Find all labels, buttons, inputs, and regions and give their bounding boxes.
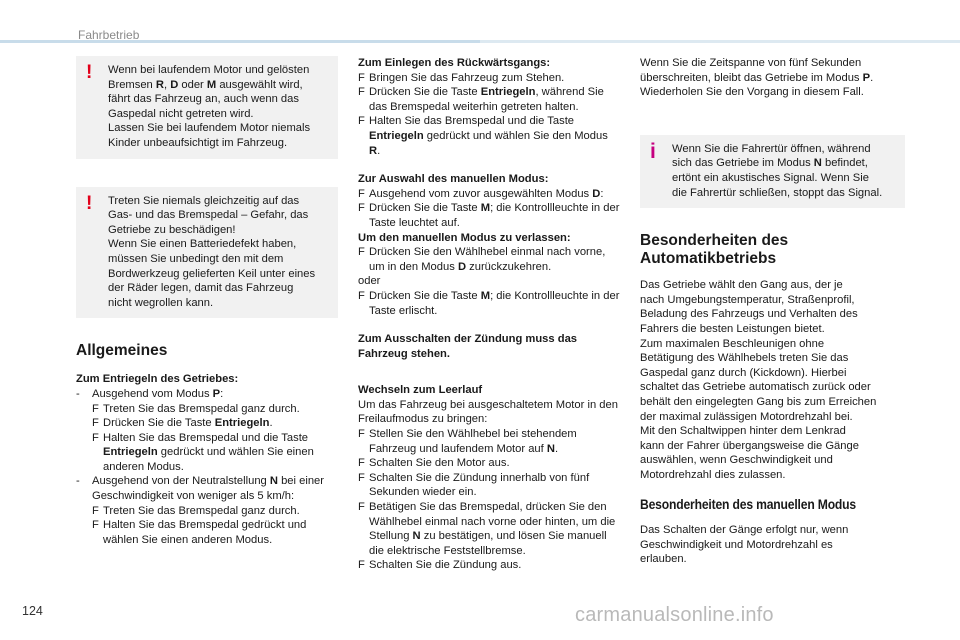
warning-box-1 [76,56,338,159]
column-1 [76,56,338,547]
heading-manueller-modus: Besonderheiten des manuellen Modus [640,497,856,513]
warning-icon: ! [86,192,93,214]
list-item: F Halten Sie das Bremspedal gedrückt und wählen Sie einen anderen Modus. [92,519,307,546]
ignition-title: Zum Ausschalten der Zündung muss das Fahrzeug stehen. [358,333,578,360]
warning-icon: ! [86,62,93,83]
unlock-title: Zum Entriegeln des Getriebes: [76,373,239,386]
warning-2-line: Gas- und das Bremspedal – Gefahr, das [108,209,309,222]
list-item: F Schalten Sie die Zündung innerhalb von fünf Sekunden wieder ein. [358,471,590,499]
info-icon: i [650,139,656,163]
list-item: F Halten Sie das Bremspedal und die Taste Entriegeln gedrückt und wählen Sie einen anderen Modus. [92,431,314,473]
or-text: oder [358,275,381,288]
dash-item: - Ausgehend vom Modus P: [76,387,224,400]
warning-1-line: Kinder unbeaufsichtigt im Fahrzeug. [108,136,288,149]
info-box [640,135,905,208]
list-item: F Treten Sie das Bremspedal ganz durch. [92,402,300,415]
header-rule-left [0,40,480,43]
warning-2-line: nicht wegrollen kann. [108,296,214,309]
column-2 [358,56,620,573]
warning-2-line: müssen Sie unbedingt den mit dem [108,252,284,265]
list-item: F Halten Sie das Bremspedal und die Taste Entriegeln gedrückt und wählen Sie den Modus R. [358,115,608,157]
list-item: F Treten Sie das Bremspedal ganz durch. [92,504,300,517]
warning-1-line: Wenn bei laufendem Motor und gelösten [108,64,310,76]
reverse-title: Zum Einlegen des Rückwärtsgangs: [358,57,551,69]
heading-automatik: Besonderheiten des Automatikbetriebs [640,232,789,268]
warning-1-line: Lassen Sie bei laufendem Motor niemals [108,122,311,135]
list-item: F Drücken Sie die Taste Entriegeln. [92,417,273,430]
timeout-paragraph: Wenn Sie die Zeitspanne von fünf Sekunden überschreiten, bleibt das Getriebe im Modus P. Wiederholen Sie den Vorgang in diesem Fall. [640,57,874,99]
info-line: ertönt ein akustisches Signal. Wenn Sie [672,171,869,184]
column-3 [640,56,905,567]
list-item: F Ausgehend vom zuvor ausgewählten Modus D: [358,187,604,200]
page-number: 124 [22,604,43,618]
info-line: sich das Getriebe im Modus N befindet, [672,157,868,170]
leave-manual-title: Um den manuellen Modus zu verlassen: [358,231,571,244]
automatik-paragraph: Das Getriebe wählt den Gang aus, der je nach Umgebungstemperatur, Straßenprofil, Beladung des Fahrzeugs und Verhalten des Fahrers die besten Leistungen bietet. Zum maximalen Beschleunigen ohne Betätigung des Wählhebels treten Sie das Gaspedal ganz durch (Kickdown). Hierbei schaltet das Getriebe automatisch zurück oder behält den eingelegten Gang bis zum Erreichen der maximal zulässigen Motordrehzahl bei. Mit den Schaltwippen hinter dem Lenkrad kann der Fahrer übergangsweise die Gänge auswählen, wenn Geschwindigkeit und Motordrehzahl dies zulassen. [640,279,877,481]
warning-1-line: Bremsen R, D oder M ausgewählt wird, [108,78,303,91]
freewheel-intro: Um das Fahrzeug bei ausgeschaltetem Motor in den Freilaufmodus zu bringen: [358,398,618,426]
list-item: F Schalten Sie den Motor aus. [358,457,510,470]
list-item: F Drücken Sie die Taste Entriegeln, während Sie das Bremspedal weiterhin getreten halten. [358,86,604,113]
freewheel-title: Wechseln zum Leerlauf [358,384,483,397]
manual-mode-title: Zur Auswahl des manuellen Modus: [358,173,549,186]
list-item: F Stellen Sie den Wählhebel bei stehendem Fahrzeug und laufendem Motor auf N. [358,428,577,455]
list-item: F Drücken Sie die Taste M; die Kontrollleuchte in der Taste erlischt. [358,289,620,317]
page-header [0,0,960,44]
list-item: F Drücken Sie die Taste M; die Kontrollleuchte in der Taste leuchtet auf. [358,202,620,229]
header-rule-right [480,40,960,43]
warning-1-line: Gaspedal nicht getreten wird. [108,107,254,120]
list-item: F Drücken Sie den Wählhebel einmal nach vorne, um in den Modus D zurückzukehren. [358,246,606,273]
warning-2-line: Bordwerkzeug gelieferten Keil unter eines [108,267,316,280]
warning-2-line: der Räder legen, damit das Fahrzeug [108,282,294,295]
section-title: Fahrbetrieb [78,28,140,42]
warning-box-2 [76,187,338,319]
dash-item: - Ausgehend von der Neutralstellung N bei einer Geschwindigkeit von weniger als 5 km/h: [76,475,324,503]
warning-1-line: fährt das Fahrzeug an, auch wenn das [108,93,299,106]
list-item: F Schalten Sie die Zündung aus. [358,559,522,572]
list-item: F Bringen Sie das Fahrzeug zum Stehen. [358,71,565,84]
info-line: die Fahrertür schließen, stoppt das Signal. [672,186,883,199]
warning-2-line: Treten Sie niemals gleichzeitig auf das [108,194,300,207]
manual-paragraph: Das Schalten der Gänge erfolgt nur, wenn Geschwindigkeit und Motordrehzahl es erlauben. [640,524,849,566]
heading-allgemeines: Allgemeines [76,342,168,360]
info-line: Wenn Sie die Fahrertür öffnen, während [672,142,871,155]
warning-2-line: Getriebe zu beschädigen! [108,223,236,236]
list-item: F Betätigen Sie das Bremspedal, drücken Sie den Wählhebel einmal nach vorne oder hinten, um die Stellung N zu bestätigen, und lösen Sie manuell die elektrische Feststellbremse. [358,501,616,557]
warning-2-line: Wenn Sie einen Batteriedefekt haben, [108,238,297,251]
watermark: carmanualsonline.info [575,604,774,626]
